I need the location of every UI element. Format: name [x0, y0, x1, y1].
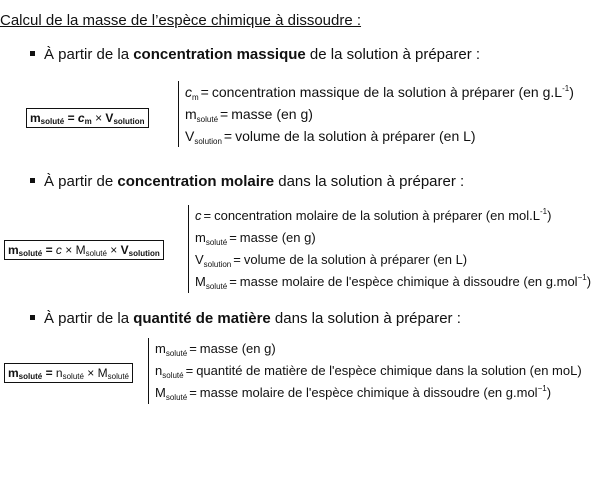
- definition-line: $V_{solution}$ = volume de la solution à préparer (en L): [185, 128, 476, 146]
- formula-mass-concentration: $m_{soluté} = c_m \times V_{solution}$: [26, 108, 149, 128]
- definition-line: $V_{solution}$ = volume de la solution à préparer (en L): [195, 252, 468, 269]
- page-title: Calcul de la masse de l’espèce chimique à dissoudre :: [0, 12, 362, 29]
- bullet-square-icon: [30, 178, 35, 183]
- formula-molar-concentration: $m_{soluté} = c \times M_{soluté} \times V_{solution}$: [4, 240, 164, 260]
- definition-line: $c_m$ = concentration massique de la solution à préparer (en $g.L^{-1}$): [185, 84, 574, 102]
- definition-line: c = concentration molaire de la solution à préparer (en $mol.L^{-1}$): [195, 207, 552, 223]
- definition-line: $m_{soluté}$ = masse (en g): [185, 106, 313, 124]
- section-3-heading: À partir de la quantité de matière dans la solution à préparer :: [30, 310, 461, 327]
- definitions-mass-concentration: [178, 81, 574, 147]
- definition-line: $m_{soluté}$ = masse (en g): [195, 230, 316, 247]
- section-2-heading: À partir de concentration molaire dans la solution à préparer :: [30, 173, 464, 190]
- definitions-amount-of-substance: [148, 338, 582, 404]
- definitions-molar-concentration: [188, 205, 591, 293]
- bullet-square-icon: [30, 315, 35, 320]
- definition-line: $M_{soluté}$ = masse molaire de l'espèce chimique à dissoudre (en g.mol$^{-1}$): [195, 273, 592, 291]
- bullet-square-icon: [30, 51, 35, 56]
- definition-line: $m_{soluté}$ = masse (en g): [155, 341, 276, 358]
- formula-amount-of-substance: $m_{soluté} = n_{soluté} \times M_{soluté}$: [4, 363, 133, 383]
- definition-line: $M_{soluté}$ = masse molaire de l'espèce chimique à dissoudre (en g.mol$^{-1}$): [155, 384, 552, 402]
- definition-line: $n_{soluté}$ = quantité de matière de l'espèce chimique dans la solution (en moL): [155, 363, 582, 380]
- section-1-heading: À partir de la concentration massique de la solution à préparer :: [30, 46, 480, 63]
